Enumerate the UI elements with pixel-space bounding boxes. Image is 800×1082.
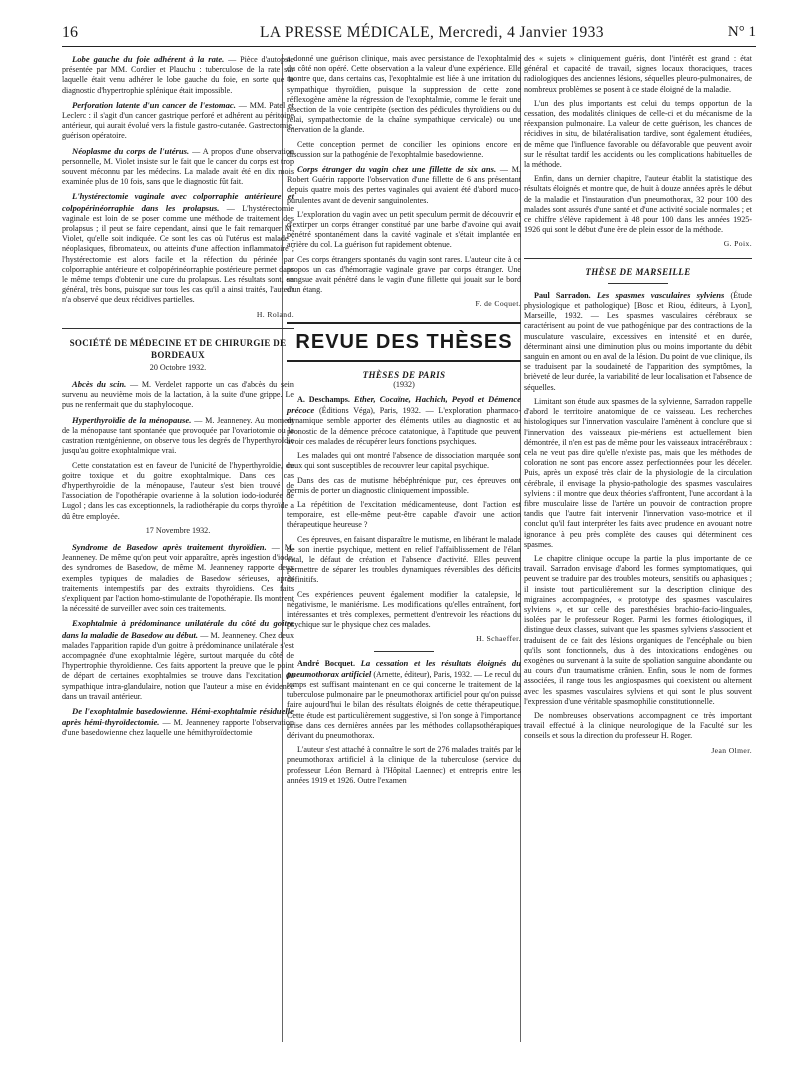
signature: H. Schaeffer. xyxy=(476,634,521,644)
paragraph: Enfin, dans un dernier chapitre, l'auteur établit la statistique des résultats éloignés et montre que, de huit à douze années après le début de la maladie et l'instauration d'un pneumothorax, 32 pour 100 des malades sont assurés d'une santé et d'une activité sociale normales ; et ce chiffre s'élève rapidement à 48 pour 100 dans les années 1925-1926 qui sont le début d'une ère de plein essor de la méthode. xyxy=(524,174,752,235)
article-body: — MM. Patel et Leclerc : il s'agit d'un cancer gastrique perforé et adhérent au péritoine antérieur, qui aurait évolué vers la fistule gastro-cutanée. Gastrectomie, guérison opératoire. xyxy=(62,100,294,141)
article-title: Corps étranger du vagin chez une fillette de six ans. xyxy=(297,164,497,175)
paragraph: Cette conception permet de concilier les opinions encore en discussion sur la pathogénie de l'exophtalmie basedowienne. xyxy=(287,139,521,159)
paragraph: a donné une guérison clinique, mais avec persistance de l'exophtalmie du côté non opéré. Cette observation a la valeur d'une expérience. Elle montre que, dans certains cas, l'exophtalmie est liée à une irritation du sympathique thyroïdien, puisque la suppression de cette zone réflexogène amène la régression de l'exophtalmie, comme le ferait une résection de la voie centripète (section des pédicules thyroïdiens ou du relai, sympathectomie de la chaîne sympathique cervicale) ou une énervation de la glande. xyxy=(287,54,521,135)
paragraph: Limitant son étude aux spasmes de la sylvienne, Sarradon rappelle d'abord le territoire anatomique de ce vaisseau. Les recherches histologiques sur l'innervation vasculaire l'amènent à conclure que si l'innervation des vaisseaux pie-mériens est actuellement bien démontrée, il n'en est pas de même pour les vaisseaux intracérébraux : cela ne veut pas dire qu'elle n'existe pas, mais que les méthodes de coloration ne sont pas encore assez perfectionnées pour les déceler. Puis, après un exposé très clair de la physiologie de la circulation cérébrale, il envisage la physio-pathologie des spasmes vasculaires sylviens : il montre que deux théories s'affrontent, l'une accordant à la fibre musculaire lisse de l'artère un pouvoir de contraction propre tandis que l'autre fait intervenir l'innervation vaso-motrice et il conclut qu'il faut interpréter les faits avec prudence en avouant notre ignorance à peu près complète des causes qui déterminent ces spasmes. xyxy=(524,396,752,549)
subsection-year: (1932) xyxy=(393,379,415,389)
thesis-publisher: (Éditions Véga), Paris, 1932. xyxy=(318,406,421,416)
article-body: — M. Jeanneney. Chez deux malades l'apparition rapide d'un goitre à prédominance unilatérale s'est accompagnée d'une exophtalmie légère, surtout marquée du côté de l'hypertrophie thyroïdienne. Ces faits apportent la preuve que le point de départ de certaines exophtalmies se trouve dans l'excitation du sympathique intra-glandulaire, notion que l'auteur a mise en évidence dans un travail antérieur. xyxy=(62,630,294,701)
journal-title: LA PRESSE MÉDICALE, Mercredi, 4 Janvier 1933 xyxy=(260,24,604,41)
thesis-author: A. Deschamps. xyxy=(297,395,350,405)
thesis-author: André Bocquet. xyxy=(297,658,355,668)
article-body: — M. Jeanneney. De même qu'on peut voir apparaître, après ingestion d'iode, des syndromes de Basedow, de même M. Jeanneney rapporte deux exemples typiques de maladies de Basedow sérieuses, après traitements intempestifs par des extraits thyroïdiens. Ces faits s'expliquent par l'action homo-stimulante de l'opothérapie. Ils montrent la nécessité de surveiller avec soin ces traitements. xyxy=(62,542,295,614)
column-left xyxy=(62,54,294,743)
article xyxy=(62,542,294,614)
article-title: De l'exophtalmie basedowienne. Hémi-exophtalmie résiduelle après hémi-thyroïdectomie. xyxy=(62,705,294,728)
society-heading: SOCIÉTÉ DE MÉDECINE ET DE CHIRURGIE DE BORDEAUX xyxy=(69,337,287,360)
separator xyxy=(608,283,668,284)
thesis-body: — Le recul du temps est suffisant maintenant en ce qui concerne le traitement de la tuberculose pulmonaire par le pneumothorax artificiel pour qu'on puisse faire aujourd'hui le bilan des résultats éloignés de cette thérapeutique. Cette étude est particulièrement suggestive, si l'on songe à l'importance prise dans ces dernières années par les méthodes collapsothérapiques dérivant du pneumothorax. xyxy=(287,669,521,740)
paragraph: des « sujets » cliniquement guéris, dont l'intérêt est grand : état général et capacité de travail, signes locaux thoraciques, traces radiologiques des anciennes lésions, séquelles pleuro-pulmonaires, de nombreux problèmes se posent à ce stade éloigné de la maladie. xyxy=(524,54,752,94)
article-body: — M. Verdelet rapporte un cas d'abcès du sein survenu au neuvième mois de la lactation, à la suite d'une grippe. Le pus ne renfermait que du staphylocoque. xyxy=(62,380,294,410)
header-rule xyxy=(62,46,756,47)
thesis-body: — L'exploration pharmaco-dynamique semble apporter des éléments utiles au diagnostic et au pronostic de la démence précoce catatonique, à l'aptitude que peuvent avoir ces malades de récupérer leurs fonctions psychiques. xyxy=(287,406,521,446)
article-title: Néoplasme du corps de l'utérus. xyxy=(72,145,190,156)
session-date: 17 Novembre 1932. xyxy=(145,525,211,535)
paragraph: Ces expériences peuvent également modifier la catalepsie, le négativisme, le maniérisme. Les modifications qu'elles entraînent, fort intéressantes et très complexes, permettent d'entrevoir les réactions du psychique sur le physique chez ces malades. xyxy=(287,589,521,630)
page-number: 16 xyxy=(62,24,78,41)
paragraph: L'exploration du vagin avec un petit speculum permit de découvrir et d'extirper un corps étranger constitué par une barbe d'avoine qui avait pénétré spontanément dans la cavité vaginale et s'était implantée en arrière du col. La guérison fut rapidement obtenue. xyxy=(287,209,521,250)
paragraph: L'auteur s'est attaché à connaître le sort de 276 malades traités par le pneumothorax artificiel à la clinique de la tuberculose (service du professeur Léon Bernard à l'Hôpital Laennec) et entrepris entre les années 1919 et 1926. Outre l'examen xyxy=(287,745,521,785)
article-body: — M. Jeanneney. Au moment de la ménopause tant spontanée que provoquée par l'ovariotomie ou la castration rœntgénienne, on observe tous les degrés de l'hyperthyroïdie jusqu'au goitre exophtalmique vrai. xyxy=(62,415,294,456)
section-banner xyxy=(287,322,521,362)
article-title: Syndrome de Basedow après traitement thyroïdien. xyxy=(72,541,267,552)
paragraph: Les malades qui ont montré l'absence de dissociation marquée sont ceux qui sont susceptibles de recouvrer leur capital psychique. xyxy=(287,451,521,471)
section-rule xyxy=(524,258,752,259)
signature: Jean Olmer. xyxy=(711,745,752,755)
thesis-entry xyxy=(287,658,521,742)
article-body: — A propos d'une observation personnelle, M. Violet insiste sur le fait que le cancer du corps est trop souvent méconnu par les médecins. La malade avait été en dix mois examinée plus de 10 fois, sans que le diagnostic fût fait. xyxy=(62,146,294,187)
session-date: 20 Octobre 1932. xyxy=(149,362,207,372)
signature: G. Poix. xyxy=(723,239,752,249)
running-header xyxy=(62,24,756,44)
section-rule xyxy=(62,328,294,329)
article xyxy=(62,415,294,457)
article-title: Exophtalmie à prédominance unilatérale du côté du goitre dans la maladie de Basedow au début. xyxy=(62,618,294,640)
thesis-body: — Les spasmes vasculaires cérébraux se caractérisent au point de vue pathogénique par des contractions de la musculature vasculaire, excessives en intensité et en durée, déterminant ainsi une diminution plus ou moins importante du débit sanguin en amont ou en aval de la lésion. Du point de vue clinique, ils se traduisent par la soudaineté de l'apparition des symptômes, la brièveté de leur durée, la variabilité de leur localisation et l'absence de séquelles. xyxy=(524,311,752,392)
section-title: REVUE DES THÈSES xyxy=(295,330,513,353)
thesis-title: La cessation et les résultats éloignés du pneumothorax artificiel xyxy=(287,657,521,679)
paragraph: Dans des cas de mutisme hébéphrénique pur, ces épreuves ont permis de porter un diagnostic cliniquement impossible. xyxy=(287,475,521,495)
thesis-title: Les spasmes vasculaires sylviens xyxy=(596,289,725,300)
paragraph: Ces épreuves, en faisant disparaître le mutisme, en libérant le malade de son inertie psychique, mettent en relief l'affaiblissement de l'élan vital, le défaut de création et l'absence d'activité. Elles peuvent permettre de séparer les troubles dynamiques réversibles des déficits définitifs. xyxy=(287,534,521,585)
article-title: Lobe gauche du foie adhérent à la rate. xyxy=(72,54,225,64)
article-body: — Pièce d'autopsie présentée par MM. Cordier et Plauchu : tuberculose de la rate sur laquelle était venu adhérer le lobe gauche du foie, en sorte que le diagnostic d'hypertrophie splénique était impossible. xyxy=(62,55,294,95)
paragraph: Le chapitre clinique occupe la partie la plus importante de ce travail. Sarradon envisage d'abord les formes symptomatiques, qui peuvent se traduire par des troubles moteurs, sensitifs ou aphasiques ; il insiste tout particulièrement sur la description clinique des migraines accompagnées, « prototype des spasmes vasculaires sylviens », et sur celle des paresthésies brachio-facio-linguales, isolées par le professeur Roger. Parmi les formes étiologiques, il distingue deux classes, suivant que les spasmes sylviens s'associent et traduisent de ce fait des lésions organiques de l'encéphale ou bien qu'ils sont fonctionnels, dus à des intoxications endogènes ou exogènes ou survenant à la suite de spoliation sanguine abondante ou au cours d'un traumatisme crânien. Enfin, sous le nom de formes associées, il range tous les angiospasmes qui coexistent ou alternent avec les spasmes vasculaires sylviens et qui sont le plus souvent l'expression d'une véritable spasmophilie constitutionnelle. xyxy=(524,553,752,706)
paragraph: La répétition de l'excitation médicamenteuse, dont l'action est temporaire, est elle-même peut-être capable d'avoir une action thérapeutique heureuse ? xyxy=(287,499,521,530)
thesis-author: Paul Sarradon. xyxy=(534,290,591,300)
article-title: Abcès du scin. xyxy=(72,379,127,390)
article-title: L'hystérectomie vaginale avec colporraphie antérieure et colpopérinéorraphie dans les prolapsus. xyxy=(62,191,294,213)
article-title: Hyperthyroïdie de la ménopause. xyxy=(72,414,192,425)
paragraph: Ces corps étrangers spontanés du vagin sont rares. L'auteur cite à ce propos un cas d'hémorragie vaginale grave par corps étranger. Une sangsue avait pénétré dans le vagin d'une fillette qui jouait sur le bord d'un étang. xyxy=(287,254,521,295)
subsection-heading: THÈSES DE PARIS xyxy=(362,369,446,380)
paragraph: Cette constatation est en faveur de l'unicité de l'hyperthyroïdie, du goitre toxique et du goitre exophtalmique. Dans ces cas d'hyperthyroïdie de la ménopause, l'auteur s'est bien trouvé de l'association de l'opothérapie ovarienne à la solution iodo-iodurée de Lugol ; dans les cas exceptionnels, la radiothérapie du corps thyroïde a dû être employée. xyxy=(62,460,294,521)
article xyxy=(62,100,294,142)
article-body: — L'hystérectomie vaginale est loin de se poser comme une méthode de traitement des prolapsus ; il peut se faire cependant, ainsi que le fait remarquer M. Violet, qu'elle soit indiquée. Ce sont les cas où l'utérus est malade : néoplasiques, fibromateux, ou atteints d'une affection inflammatoire ; l'hystérectomie est alors facile et la réfection du périnée par colporraphie antérieure et colpopérinéorraphie postérieure permet dans le même temps d'obtenir une cure du prolapsus. Les résultats sont, en général, très bons, puisque sur tous les cas qu'il a ainsi traités, l'auteur n'a observé que deux récidives partielles. xyxy=(62,203,294,305)
thesis-entry xyxy=(287,394,521,447)
article xyxy=(62,379,294,411)
thesis-publisher: (Arnette, éditeur), Paris, 1932. xyxy=(373,669,472,679)
article-title: Perforation latente d'un cancer de l'estomac. xyxy=(72,99,236,110)
thesis-title: Ether, Cocaïne, Hachich, Peyotl et Démence précoce xyxy=(287,394,521,416)
article xyxy=(62,618,294,702)
article xyxy=(287,164,521,206)
article xyxy=(62,706,294,739)
article-body: — M. Robert Guérin rapporte l'observation d'une fillette de 6 ans présentant depuis quatre mois des pertes vaginales qui avaient été d'abord muco-purulentes avant de devenir sanguinolentes. xyxy=(287,165,521,205)
signature: F. de Coquet. xyxy=(475,299,521,309)
column-right xyxy=(524,54,752,762)
thesis-publisher: (Étude physiologique et pathologique) [Bosc et Riou, éditeurs, à Lyon], Marseille, 1932. xyxy=(524,290,753,321)
subsection-heading: THÈSE DE MARSEILLE xyxy=(585,266,691,277)
paragraph: De nombreuses observations accompagnent ce très important travail effectué à la clinique neurologique de la Faculté sur les conseils et sous la direction du professeur H. Roger. xyxy=(524,710,752,741)
signature: H. Roland. xyxy=(256,309,294,319)
paragraph: L'un des plus importants est celui du temps opportun de la cessation, des modalités cliniques de celle-ci et du mécanisme de la réexpansion pulmonaire. La valeur de cette guérison, les chances de récidives in situ, de bilatéralisation tardive, sont également étudiées, de même que l'influence favorable ou défavorable que peuvent avoir sur le résultat tardif les accidents ou les complications habituelles de la méthode. xyxy=(524,98,752,170)
thesis-entry xyxy=(524,290,752,393)
separator xyxy=(374,651,434,652)
issue-number: N° 1 xyxy=(727,24,756,40)
article xyxy=(62,54,294,96)
column-middle xyxy=(287,54,521,790)
article xyxy=(62,191,294,305)
article xyxy=(62,146,294,188)
article-body: — M. Jeanneney rapporte l'observation d'une basedowienne chez laquelle une hémithyroïdectomie xyxy=(62,718,294,738)
